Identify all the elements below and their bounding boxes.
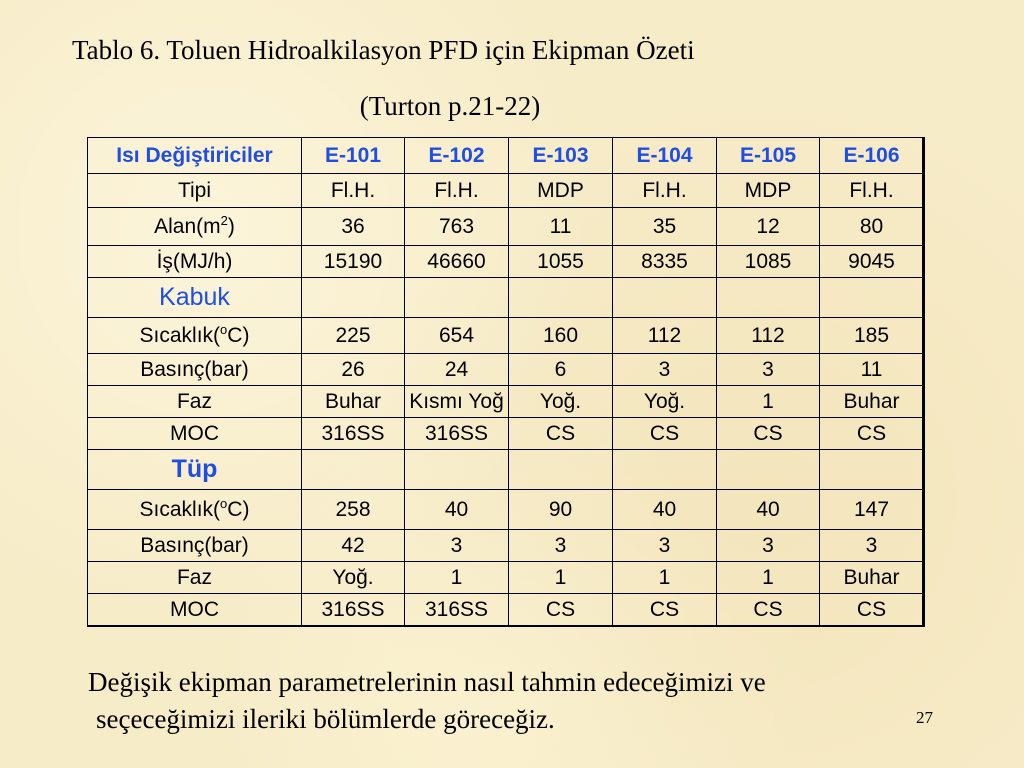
superscript: o	[220, 495, 228, 511]
table-cell: Yoğ.	[613, 386, 717, 418]
table-cell: 316SS	[302, 418, 405, 450]
section-label-kabuk: Kabuk	[88, 278, 302, 318]
table-cell: 185	[820, 318, 924, 354]
table-cell: Fl.H.	[820, 174, 924, 208]
table-row-tup-moc	[88, 594, 924, 626]
table-cell: Buhar	[302, 386, 405, 418]
equipment-summary-table	[87, 137, 924, 626]
table-cell: 40	[405, 490, 509, 530]
table-row-kabuk-moc	[88, 418, 924, 450]
row-label	[88, 318, 302, 354]
table-row-tipi	[88, 174, 924, 208]
table-cell: 1085	[717, 246, 820, 278]
table-cell: Kısmı Yoğ	[405, 386, 509, 418]
table-cell: CS	[613, 418, 717, 450]
table-cell: 6	[509, 354, 613, 386]
table-cell: 763	[405, 208, 509, 246]
row-label-suffix: C)	[227, 497, 250, 521]
table-cell: 112	[613, 318, 717, 354]
table-cell: 35	[613, 208, 717, 246]
table-cell: Fl.H.	[302, 174, 405, 208]
row-label-suffix: C)	[227, 323, 250, 347]
table-row-tup-sicaklik	[88, 490, 924, 530]
table-cell: 24	[405, 354, 509, 386]
page-number: 27	[916, 708, 933, 727]
table-cell: 1	[405, 562, 509, 594]
table-cell: CS	[820, 594, 924, 626]
row-label: İş(MJ/h)	[88, 246, 302, 278]
row-label: Faz	[88, 386, 302, 418]
superscript: 2	[220, 212, 228, 228]
row-label: MOC	[88, 594, 302, 626]
row-label	[88, 208, 302, 246]
table-cell: CS	[820, 418, 924, 450]
table-cell: Buhar	[820, 562, 924, 594]
table-cell: 1055	[509, 246, 613, 278]
table-cell: MDP	[509, 174, 613, 208]
table-cell: 36	[302, 208, 405, 246]
table-cell: 9045	[820, 246, 924, 278]
header-cell: E-101	[302, 138, 405, 174]
header-cell: Isı Değiştiriciler	[88, 138, 302, 174]
table-cell: 112	[717, 318, 820, 354]
table-cell: 316SS	[405, 594, 509, 626]
row-label	[88, 490, 302, 530]
footer-text	[88, 664, 968, 738]
table-cell: 40	[717, 490, 820, 530]
table-cell: 3	[509, 530, 613, 562]
table-cell: CS	[717, 594, 820, 626]
table-cell: CS	[717, 418, 820, 450]
table-row-tup-faz	[88, 562, 924, 594]
table-cell: 12	[717, 208, 820, 246]
table-cell: Fl.H.	[405, 174, 509, 208]
table-row-tup-basinc	[88, 530, 924, 562]
table-row-kabuk-faz	[88, 386, 924, 418]
table-section-kabuk	[88, 278, 924, 318]
table-cell: Buhar	[820, 386, 924, 418]
table-cell: 225	[302, 318, 405, 354]
table-row-alan	[88, 208, 924, 246]
table-cell: 3	[613, 354, 717, 386]
table-cell: 42	[302, 530, 405, 562]
header-cell: E-103	[509, 138, 613, 174]
table-cell: 3	[820, 530, 924, 562]
header-cell: E-104	[613, 138, 717, 174]
slide-title: Tablo 6. Toluen Hidroalkilasyon PFD için Ekipman Özeti	[72, 35, 695, 65]
table-cell: 90	[509, 490, 613, 530]
table-cell: 3	[717, 530, 820, 562]
table-cell: 11	[820, 354, 924, 386]
table-cell: 316SS	[405, 418, 509, 450]
row-label-text: Alan(m	[154, 214, 221, 238]
footer-line-1: Değişik ekipman parametrelerinin nasıl tahmin edeceğimizi ve	[88, 667, 766, 697]
table-cell: 1	[613, 562, 717, 594]
table-cell: CS	[509, 418, 613, 450]
table-cell: 46660	[405, 246, 509, 278]
table-cell: 1	[717, 562, 820, 594]
table-cell: 1	[717, 386, 820, 418]
header-cell: E-102	[405, 138, 509, 174]
table-cell: CS	[509, 594, 613, 626]
table-cell: 40	[613, 490, 717, 530]
table-cell: Fl.H.	[613, 174, 717, 208]
row-label: Tipi	[88, 174, 302, 208]
table-cell: 160	[509, 318, 613, 354]
table-cell: 147	[820, 490, 924, 530]
table-section-tup	[88, 450, 924, 490]
table-cell: 654	[405, 318, 509, 354]
table-cell: 258	[302, 490, 405, 530]
table-cell: 3	[613, 530, 717, 562]
slide-subtitle: (Turton p.21-22)	[359, 91, 541, 121]
table-cell: Yoğ.	[302, 562, 405, 594]
table-cell: 3	[405, 530, 509, 562]
table-cell: MDP	[717, 174, 820, 208]
table-row-is	[88, 246, 924, 278]
table-cell: 3	[717, 354, 820, 386]
table-row-kabuk-sicaklik	[88, 318, 924, 354]
table-cell: 8335	[613, 246, 717, 278]
table-row-kabuk-basinc	[88, 354, 924, 386]
row-label: Basınç(bar)	[88, 530, 302, 562]
row-label: MOC	[88, 418, 302, 450]
row-label: Basınç(bar)	[88, 354, 302, 386]
section-label-tup: Tüp	[88, 450, 302, 490]
table-cell: 11	[509, 208, 613, 246]
table-cell: 1	[509, 562, 613, 594]
row-label-text: Sıcaklık(	[139, 497, 221, 521]
footer-line-2: seçeceğimizi ileriki bölümlerde göreceğiz.	[96, 704, 555, 734]
table-cell: Yoğ.	[509, 386, 613, 418]
equipment-table-container	[87, 137, 925, 627]
table-cell: 15190	[302, 246, 405, 278]
header-cell: E-106	[820, 138, 924, 174]
header-cell: E-105	[717, 138, 820, 174]
row-label: Faz	[88, 562, 302, 594]
table-header-row	[88, 138, 924, 174]
table-cell: 316SS	[302, 594, 405, 626]
row-label-text: Sıcaklık(	[139, 323, 221, 347]
row-label-suffix: )	[227, 214, 235, 238]
table-cell: 80	[820, 208, 924, 246]
table-cell: 26	[302, 354, 405, 386]
table-cell: CS	[613, 594, 717, 626]
superscript: o	[220, 321, 228, 337]
